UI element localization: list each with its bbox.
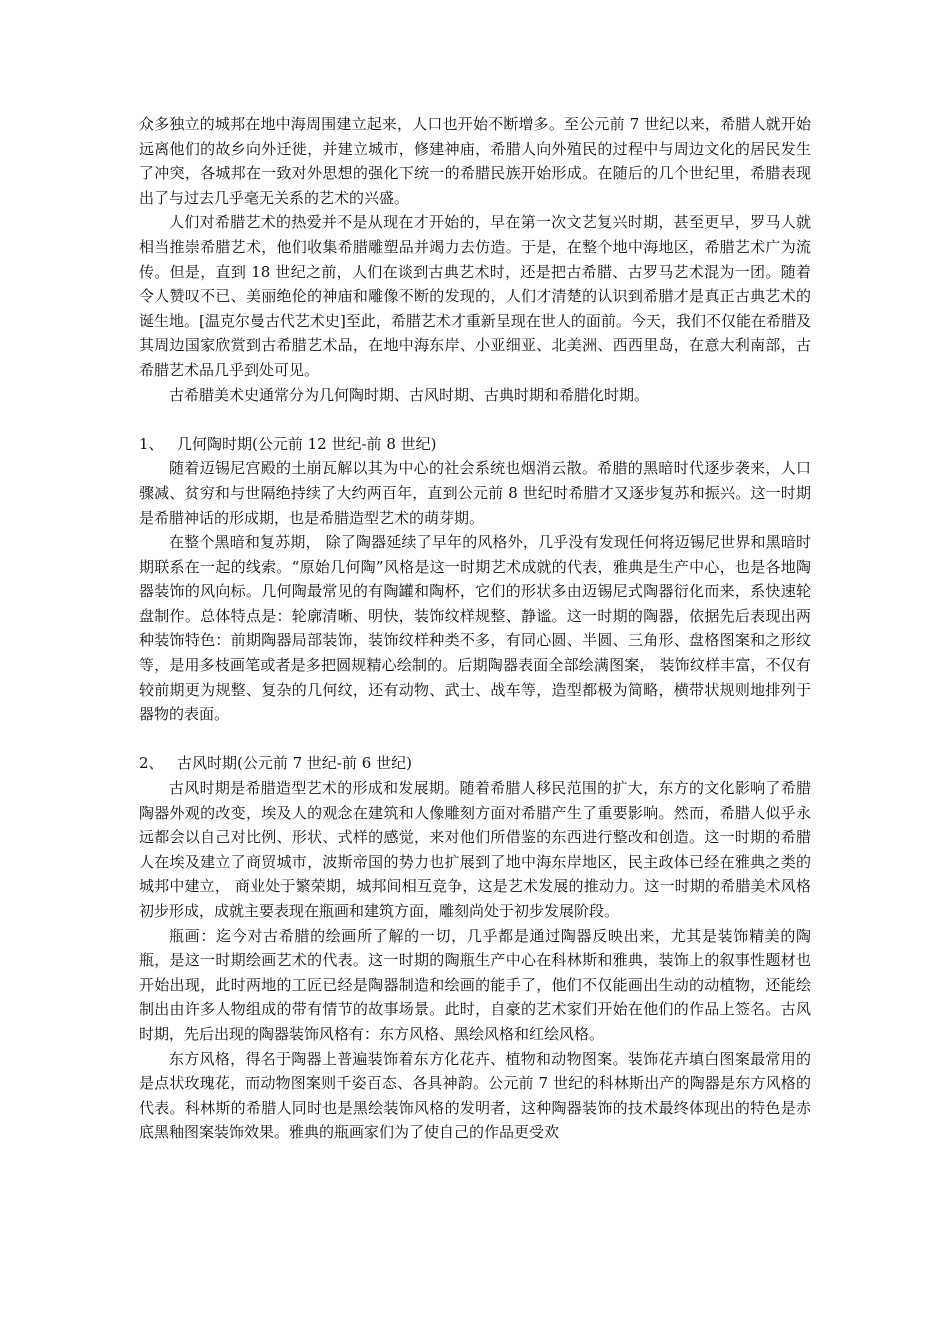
section-title: 古风时期(公元前 7 世纪-前 6 世纪) <box>177 754 412 773</box>
paragraph-love-of-greek-art: 人们对希腊艺术的热爱并不是从现在才开始的，早在第一次文艺复兴时期，甚至更早，罗马人就相当推崇希腊艺术，他们收集希腊雕塑品并竭力去仿造。于是，在整个地中海地区，希腊艺术广为流传。但是，直到 18 世纪之前，人们在谈到古典艺术时，还是把古希腊、古罗马艺术混为一团。随着令人赞叹不已、美丽绝伦的神庙和雕像不断的发现的，人们才清楚的认识到希腊才是真正古典艺术的诞生地。[温克尔曼古代艺术史]至此，希腊艺术才重新呈现在世人的面前。今天，我们不仅能在希腊及其周边国家欣赏到古希腊艺术品，在地中海东岸、小亚细亚、北美洲、西西里岛，在意大利南部，古希腊艺术品几乎到处可见。 <box>139 213 811 379</box>
section-heading-archaic <box>139 751 811 776</box>
blank-line <box>139 407 811 432</box>
paragraph-archaic-vase-painting: 瓶画：迄今对古希腊的绘画所了解的一切，几乎都是通过陶器反映出来，尤其是装饰精美的陶瓶，是这一时期绘画艺术的代表。这一时期的陶瓶生产中心在科林斯和雅典，装饰上的叙事性题材也开始出现，此时两地的工匠已经是陶器制造和绘画的能手了，他们不仅能画出生动的动植物，还能绘制出由许多人物组成的带有情节的故事场景。此时，自豪的艺术家们开始在他们的作品上签名。古风时期，先后出现的陶器装饰风格有：东方风格、黑绘风格和红绘风格。 <box>139 926 811 1043</box>
paragraph-archaic-oriental-style: 东方风格，得名于陶器上普遍装饰着东方化花卉、植物和动物图案。装饰花卉填白图案最常用的是点状玫瑰花，而动物图案则千姿百态、各具神韵。公元前 7 世纪的科林斯出产的陶器是东方风格的代表。科林斯的希腊人同时也是黑绘装饰风格的发明者，这种陶器装饰的技术最终体现出的特色是赤底黑釉图案装饰效果。雅典的瓶画家们为了使自己的作品更受欢 <box>139 1049 811 1142</box>
section-heading-geometric <box>139 432 811 457</box>
paragraph-geometric-1: 随着迈锡尼宫殿的土崩瓦解以其为中心的社会系统也烟消云散。希腊的黑暗时代逐步袭来，人口骤减、贫穷和与世隔绝持续了大约两百年，直到公元前 8 世纪时希腊才又逐步复苏和振兴。这一时期是希腊神话的形成期，也是希腊造型艺术的萌芽期。 <box>139 459 811 527</box>
paragraph-geometric-2: 在整个黑暗和复苏期， 除了陶器延续了早年的风格外，几乎没有发现任何将迈锡尼世界和黑暗时期联系在一起的线索。“原始几何陶”风格是这一时期艺术成就的代表，雅典是生产中心，也是各地陶器装饰的风向标。几何陶最常见的有陶罐和陶杯，它们的形状多由迈锡尼式陶器衍化而来，系快速轮盘制作。总体特点是：轮廓清晰、明快，装饰纹样规整、静谧。这一时期的陶器，依据先后表现出两种装饰特色：前期陶器局部装饰，装饰纹样种类不多，有同心圆、半圆、三角形、盘格图案和之形纹等，是用多枝画笔或者是多把圆规精心绘制的。后期陶器表面全部绘满图案， 装饰纹样丰富，不仅有较前期更为规整、复杂的几何纹，还有动物、武士、战车等，造型都极为简略，横带状规则地排列于器物的表面。 <box>139 533 811 724</box>
paragraph-archaic-1: 古风时期是希腊造型艺术的形成和发展期。随着希腊人移民范围的扩大，东方的文化影响了希腊陶器外观的改变，埃及人的观念在建筑和人像雕刻方面对希腊产生了重要影响。然而，希腊人似乎永远都会以自己对比例、形状、式样的感觉，来对他们所借鉴的东西进行整改和创造。这一时期的希腊人在埃及建立了商贸城市，波斯帝国的势力也扩展到了地中海东岸地区，民主政体已经在雅典之类的城邦中建立， 商业处于繁荣期，城邦间相互竞争，这是艺术发展的推动力。这一时期的希腊美术风格初步形成，成就主要表现在瓶画和建筑方面，雕刻尚处于初步发展阶段。 <box>139 779 811 920</box>
section-title: 几何陶时期(公元前 12 世纪-前 8 世纪) <box>177 434 437 453</box>
blank-line <box>139 727 811 752</box>
paragraph-intro: 众多独立的城邦在地中海周围建立起来，人口也开始不断增多。至公元前 7 世纪以来，希腊人就开始远离他们的故乡向外迁徙，并建立城市，修建神庙，希腊人向外殖民的过程中与周边文化的居民发生了冲突，各城邦在一致对外思想的强化下统一的希腊民族开始形成。在随后的几个世纪里，希腊表现出了与过去几乎毫无关系的艺术的兴盛。 <box>139 115 811 207</box>
document-page <box>139 112 811 1145</box>
paragraph-periods: 古希腊美术史通常分为几何陶时期、古风时期、古典时期和希腊化时期。 <box>169 385 650 404</box>
section-number: 1、 <box>139 434 164 453</box>
section-number: 2、 <box>139 754 164 773</box>
